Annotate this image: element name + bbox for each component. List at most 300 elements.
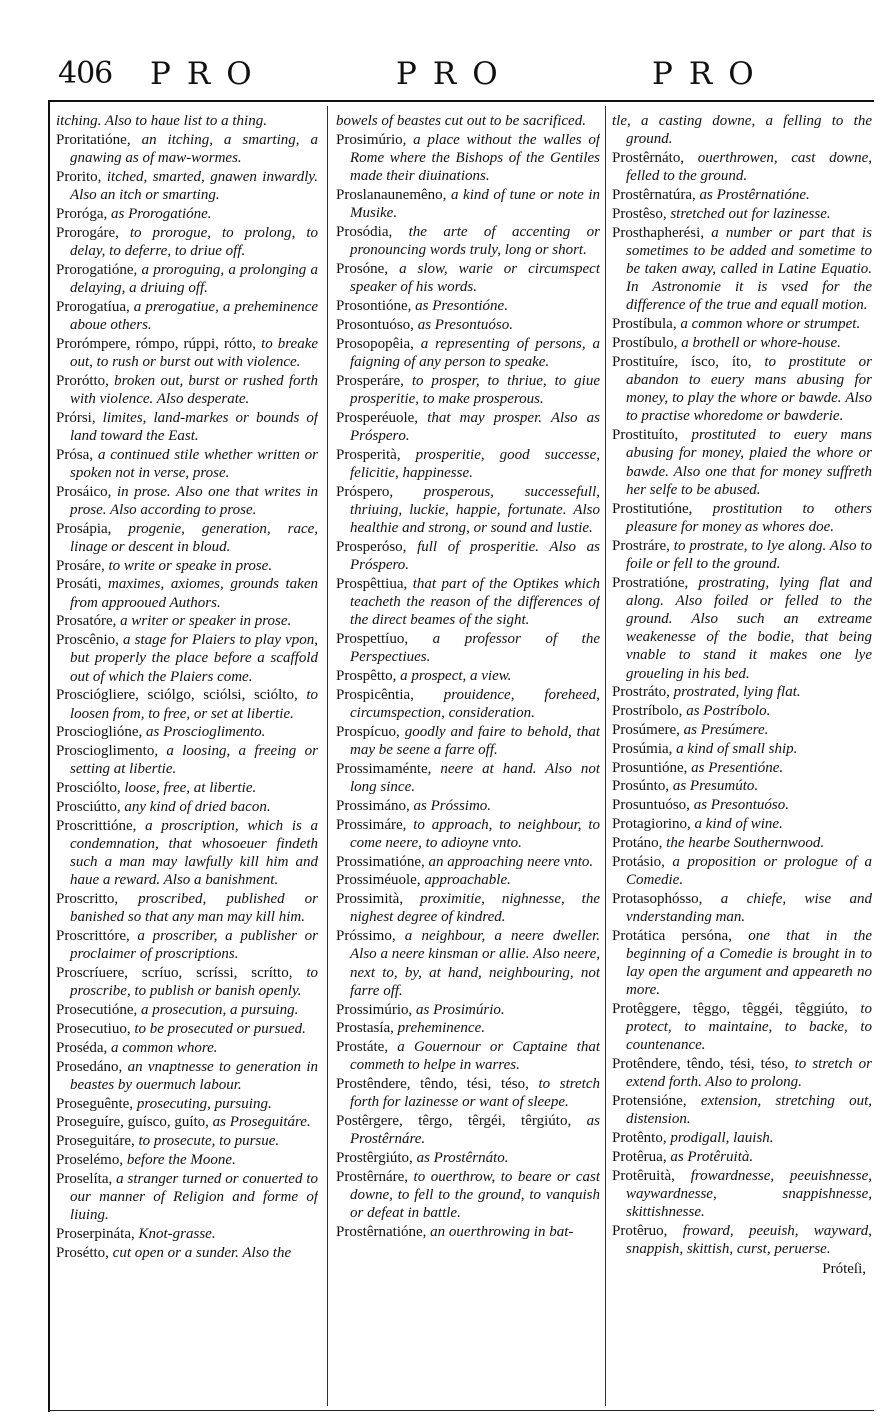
entry-headword: Protêruità, (612, 1167, 675, 1184)
entry-headword: Prosúmia, (612, 740, 673, 757)
dictionary-entry (612, 112, 872, 148)
dictionary-entry (336, 575, 600, 630)
entry-headword: Prospêtto, (336, 668, 397, 684)
entry-headword: Próssimo, (336, 928, 396, 945)
entry-definition: a common whore or strumpet. (680, 316, 861, 333)
entry-headword: Prosontióne, (336, 298, 412, 314)
dictionary-entry (336, 446, 600, 482)
column-2 (336, 112, 600, 1402)
entry-definition: a brothell or whore-house. (681, 335, 841, 351)
entry-definition: to protect, to maintaine, to backe, to countenance. (626, 1001, 872, 1054)
entry-definition: to breake out, to rush or burst out with violence. (70, 335, 318, 370)
entry-definition: ouerthrowen, cast downe, felled to the ground. (626, 150, 872, 185)
entry-definition: Knot-grasse. (138, 1225, 216, 1242)
entry-definition: as Prostêrnáre. (350, 1113, 600, 1148)
entry-definition: as Prorogatióne. (111, 205, 212, 222)
entry-definition: full of prosperitie. Also as Próspero. (350, 538, 600, 573)
footer-rule (48, 1410, 874, 1411)
dictionary-entry (612, 537, 872, 573)
entry-headword: Protensióne, (612, 1093, 687, 1110)
entry-definition: as Próssimo. (413, 797, 492, 814)
entry-headword: Prossimatióne, (336, 853, 425, 870)
entry-headword: Proscioglimento, (56, 743, 159, 760)
dictionary-entry (56, 483, 318, 519)
entry-headword: Prosciógliere, sciólgo, sciólsi, sciólto, (56, 687, 298, 704)
dictionary-entry (612, 815, 872, 833)
entry-definition: as Presentióne. (691, 759, 784, 776)
dictionary-entry (56, 557, 318, 575)
dictionary-entry (336, 667, 600, 685)
entry-headword: Prosáico, (56, 483, 112, 500)
column-1 (56, 112, 318, 1402)
dictionary-entry (336, 816, 600, 852)
entry-definition: that part of the Optikes which teacheth the reason of the differences of the direct beames of the sight. (350, 575, 600, 629)
entry-headword: Prosedáno, (56, 1058, 123, 1075)
dictionary-entry (56, 927, 318, 963)
entry-headword: Prossimáno, (336, 797, 410, 814)
dictionary-entry (612, 796, 872, 814)
entry-definition: prosperitie, good successe, felicitie, happinesse. (350, 446, 600, 481)
dictionary-entry (612, 740, 872, 758)
dictionary-entry (612, 853, 872, 889)
dictionary-entry (56, 1001, 318, 1019)
entry-definition: proscribed, published or banished so that any man may kill him. (70, 891, 318, 926)
entry-definition: an approaching neere vnto. (428, 853, 594, 870)
entry-headword: Prostituíre, ísco, íto, (612, 353, 752, 370)
entry-headword: Prosopopêia, (336, 335, 414, 352)
dictionary-entry (612, 683, 872, 701)
entry-definition: a number or part that is sometimes to be added and sometime to be taken away, called in Latine Equatio. In Astronomie it is vsed for the difference of the true and equall motion. (626, 224, 872, 314)
entry-headword: Proseguitáre, (56, 1133, 135, 1150)
entry-headword: Proscrittóre, (56, 928, 130, 945)
entry-headword: Proscríuere, scríuo, scríssi, scrítto, (56, 965, 293, 982)
dictionary-entry (336, 686, 600, 722)
entry-definition: itched, smarted, gnawen inwardly. Also an itch or smarting. (70, 168, 318, 203)
dictionary-entry (56, 742, 318, 778)
entry-headword: Prostituíto, (612, 427, 679, 444)
dictionary-entry (56, 575, 318, 611)
entry-headword: Protêggere, têggo, têggéi, têggiúto, (612, 1001, 849, 1017)
entry-headword: Protênto, (612, 1130, 667, 1147)
dictionary-entry (336, 1038, 600, 1074)
entry-definition: a place without the walles of Rome where the Bishops of the Gentiles made their diuinations. (350, 131, 600, 185)
entry-headword: Próspero, (336, 483, 394, 500)
entry-definition: itching. Also to haue list to a thing. (56, 113, 267, 129)
entry-definition: prouidence, foreheed, circumspection, consideration. (350, 686, 600, 721)
entry-headword: Prosperáre, (336, 372, 404, 389)
dictionary-entry (56, 1170, 318, 1225)
running-head-center: PRO (396, 56, 514, 92)
dictionary-entry (56, 890, 318, 926)
running-head-right: PRO (652, 56, 770, 92)
entry-headword: Prosuntióne, (612, 759, 688, 776)
dictionary-entry (336, 1112, 600, 1148)
entry-definition: a common whore. (111, 1039, 218, 1056)
dictionary-entry (612, 224, 872, 315)
dictionary-entry (56, 372, 318, 408)
dictionary-entry (612, 1092, 872, 1128)
dictionary-entry (336, 372, 600, 408)
dictionary-entry (336, 316, 600, 334)
entry-headword: Prossiméuole, (336, 872, 421, 889)
entry-definition: as Presumúto. (672, 778, 759, 795)
entry-definition: a prospect, a view. (400, 668, 512, 684)
dictionary-entry (612, 186, 872, 204)
dictionary-entry (612, 353, 872, 426)
entry-headword: Prospícuo, (336, 723, 400, 740)
entry-headword: Proscênio, (56, 632, 119, 649)
dictionary-entry (56, 409, 318, 445)
entry-headword: Prosétto, (56, 1244, 109, 1261)
entry-definition: as Prosimúrio. (416, 1001, 505, 1018)
entry-definition: to prostrate, to lye along. Also to foile or fell to the ground. (626, 537, 872, 572)
entry-definition: a writer or speaker in prose. (120, 613, 292, 630)
dictionary-entry (336, 1019, 600, 1037)
entry-headword: Prosperéuole, (336, 409, 419, 426)
entry-headword: Prossimaménte, (336, 760, 432, 777)
entry-headword: Prostasía, (336, 1020, 394, 1037)
entry-definition: loose, free, at libertie. (124, 780, 257, 797)
dictionary-entry (56, 224, 318, 260)
entry-definition: the arte of accenting or pronouncing words truly, long or short. (350, 224, 600, 259)
dictionary-entry (56, 723, 318, 741)
dictionary-entry (612, 890, 872, 926)
dictionary-entry (56, 817, 318, 890)
dictionary-entry (56, 112, 318, 130)
entry-headword: Proserpináta, (56, 1225, 135, 1242)
left-margin-rule (48, 100, 50, 1412)
entry-definition: extension, stretching out, distension. (626, 1093, 872, 1128)
entry-definition: a kind of tune or note in Musike. (350, 187, 600, 222)
entry-headword: Prostráre, (612, 537, 670, 554)
dictionary-entry (612, 1000, 872, 1055)
entry-headword: Prosimúrio, (336, 131, 407, 148)
entry-definition: to prosecute, to pursue. (138, 1133, 280, 1150)
entry-headword: Prosciólto, (56, 780, 121, 797)
entry-headword: Prostitutióne, (612, 500, 693, 517)
entry-definition: bowels of beastes cut out to be sacrificed. (336, 113, 586, 129)
entry-headword: Prosperità, (336, 446, 401, 463)
entry-definition: before the Moone. (126, 1151, 236, 1168)
entry-headword: Prostêrnáre, (336, 1168, 409, 1185)
dictionary-entry (56, 446, 318, 482)
dictionary-entry (612, 721, 872, 739)
entry-headword: Prostêso, (612, 205, 667, 222)
entry-headword: Prorómpere, rómpo, rúppi, rótto, (56, 335, 257, 352)
dictionary-entry (336, 538, 600, 574)
entry-definition: a continued stile whether written or spoken not in verse, prose. (70, 446, 318, 481)
entry-headword: Prossimúrio, (336, 1001, 413, 1018)
entry-definition: prostrating, lying flat and along. Also foiled or felled to the ground. Also such an extreame weakenesse of the bodie, that being vnable to stand it makes one lye groueling in his bed. (626, 574, 872, 682)
entry-definition: an vnaptnesse to generation in beastes by ouermuch labour. (70, 1058, 318, 1093)
dictionary-entry (56, 1132, 318, 1150)
entry-headword: Proritatióne, (56, 131, 131, 148)
entry-definition: maximes, axiomes, grounds taken from approoued Authors. (70, 576, 318, 611)
dictionary-entry (56, 631, 318, 686)
dictionary-entry (612, 834, 872, 852)
dictionary-entry (612, 315, 872, 333)
dictionary-entry (612, 1148, 872, 1166)
entry-definition: as Proscioglimento. (146, 724, 266, 741)
entry-headword: Prosecutióne, (56, 1002, 138, 1019)
entry-headword: Prostêrnáto, (612, 150, 685, 166)
entry-headword: Prospêttiua, (336, 575, 408, 592)
dictionary-entry (56, 1095, 318, 1113)
entry-headword: Protásio, (612, 853, 665, 870)
entry-headword: Proslanaunemêno, (336, 187, 447, 203)
entry-definition: in prose. Also one that writes in prose. Also according to prose. (70, 483, 318, 518)
entry-definition: a slow, warie or circumspect speaker of his words. (350, 261, 600, 296)
entry-definition: a professor of the Perspectiues. (350, 631, 600, 666)
dictionary-entry (612, 1167, 872, 1222)
entry-definition: prostituted to euery mans abusing for money, plaied the whore or bawde. Also one that for money suffreth her selfe to be abused. (626, 427, 872, 498)
entry-headword: Prostíbula, (612, 316, 677, 333)
entry-definition: that may prosper. Also as Prósperо. (350, 409, 600, 444)
dictionary-entry (612, 149, 872, 185)
dictionary-entry (336, 186, 600, 222)
entry-headword: Prosóne, (336, 261, 389, 277)
dictionary-entry (56, 686, 318, 722)
entry-definition: goodly and faire to behold, that may be seene a farre off. (350, 723, 600, 758)
dictionary-entry (612, 1222, 872, 1258)
entry-definition: any kind of dried bacon. (124, 798, 271, 815)
entry-definition: frowardnesse, peeuishnesse, waywardnesse, snappishnesse, skittishnesse. (626, 1167, 872, 1221)
entry-headword: Prosúmere, (612, 722, 680, 739)
dictionary-entry (336, 1223, 600, 1241)
dictionary-entry (612, 1055, 872, 1091)
dictionary-entry (336, 871, 600, 889)
entry-definition: prodigall, lauish. (670, 1130, 774, 1147)
dictionary-entry (56, 1113, 318, 1131)
entry-headword: Prosperóso, (336, 538, 407, 555)
dictionary-entry (56, 1151, 318, 1169)
entry-definition: froward, peeuish, wayward, snappish, skittish, curst, peruerse. (626, 1223, 872, 1258)
entry-headword: Protasophósso, (612, 890, 703, 907)
entry-headword: Protêruo, (612, 1223, 668, 1239)
dictionary-entry (612, 500, 872, 536)
catchword: Próteſi, (822, 1261, 866, 1278)
dictionary-entry (336, 890, 600, 926)
entry-definition: a stage for Plaiers to play vpon, but properly the place before a scaffold out of which the Plaiers come. (70, 632, 318, 685)
entry-headword: Prostêndere, têndo, tési, téso, (336, 1076, 529, 1093)
entry-headword: Prorito, (56, 168, 102, 185)
entry-definition: an ouerthrowing in bat- (430, 1224, 574, 1241)
dictionary-entry (56, 298, 318, 334)
entry-headword: Prorótto, (56, 372, 109, 389)
entry-headword: Prostríbolo, (612, 703, 683, 720)
entry-definition: to approach, to neighbour, to come neere, to adioyne vnto. (350, 816, 600, 851)
entry-definition: to stretch or extend forth. Also to prolong. (626, 1056, 872, 1091)
entry-definition: neere at hand. Also not long since. (350, 760, 600, 795)
dictionary-entry (336, 335, 600, 371)
entry-definition: to stretch forth for lazinesse or want of sleepe. (350, 1076, 600, 1111)
entry-definition: as Prostêrnatióne. (699, 187, 810, 203)
entry-headword: Proscritto, (56, 891, 119, 908)
dictionary-entry (336, 260, 600, 296)
dictionary-entry (612, 334, 872, 352)
entry-definition: to prosper, to thriue, to giue prosperitie, to make prosperous. (350, 372, 600, 407)
dictionary-entry (56, 205, 318, 223)
entry-definition: a prerogatiue, a preheminence aboue others. (70, 298, 318, 333)
entry-headword: Protêrua, (612, 1149, 667, 1165)
dictionary-entry (56, 779, 318, 797)
dictionary-entry (56, 1244, 318, 1262)
entry-headword: Prosecutiuo, (56, 1020, 131, 1037)
entry-headword: Prosódia, (336, 224, 393, 240)
entry-definition: a stranger turned or conuerted to our manner of Religion and forme of liuing. (70, 1170, 318, 1224)
entry-definition: proximitie, nighnesse, the nighest degree of kindred. (350, 891, 600, 926)
dictionary-entry (56, 1039, 318, 1057)
entry-definition: tle, a casting downe, a felling to the ground. (612, 113, 872, 148)
entry-definition: to be prosecuted or pursued. (134, 1020, 306, 1037)
entry-definition: as Protêruità. (670, 1149, 754, 1165)
entry-headword: Prostráto, (612, 684, 670, 701)
dictionary-entry (56, 1058, 318, 1094)
entry-headword: Prostáte, (336, 1039, 389, 1056)
dictionary-entry (336, 112, 600, 130)
dictionary-entry (336, 1001, 600, 1019)
entry-headword: Prórsi, (56, 409, 96, 426)
dictionary-entry (612, 759, 872, 777)
entry-headword: Prossimáre, (336, 816, 407, 833)
dictionary-entry (56, 131, 318, 167)
dictionary-entry (336, 760, 600, 796)
entry-definition: a representing of persons, a faigning of any person to speake. (350, 335, 600, 370)
entry-definition: prosperous, successefull, thriuing, luckie, happie, fortunate. Also healthie and strong, or sound and lustie. (350, 483, 600, 536)
dictionary-entry (336, 1149, 600, 1167)
dictionary-entry (336, 297, 600, 315)
column-divider (327, 106, 328, 1406)
entry-headword: Prospicêntia, (336, 686, 414, 703)
entry-headword: Prostêrnatúra, (612, 187, 696, 203)
entry-headword: Prosúnto, (612, 778, 670, 795)
entry-definition: as Presúmere. (683, 722, 769, 739)
entry-definition: to prostitute or abandon to euery mans abusing for money, to play the whore or bawde. Also to practise whoredome or bawderie. (626, 353, 872, 425)
entry-definition: limites, land-markes or bounds of land toward the East. (70, 409, 318, 444)
dictionary-entry (336, 630, 600, 666)
entry-headword: Protêndere, têndo, tési, téso, (612, 1056, 789, 1073)
dictionary-entry (336, 853, 600, 871)
entry-headword: Prosontuóso, (336, 316, 414, 333)
entry-headword: Prossimità, (336, 891, 404, 908)
entry-definition: stretched out for lazinesse. (670, 205, 831, 222)
entry-headword: Prosatóre, (56, 613, 117, 630)
dictionary-entry (612, 1129, 872, 1147)
entry-definition: a kind of small ship. (676, 740, 798, 757)
entry-definition: as Prostêrnáto. (416, 1150, 509, 1167)
running-head-left: PRO (150, 56, 268, 92)
entry-definition: as Presontióne. (415, 298, 508, 314)
entry-definition: the hearbe Southernwood. (666, 834, 825, 851)
dictionary-entry (612, 927, 872, 1000)
entry-definition: a Gouernour or Captaine that commeth to helpe in warres. (350, 1039, 600, 1074)
dictionary-entry (56, 1020, 318, 1038)
dictionary-entry (612, 777, 872, 795)
entry-definition: prostitution to others pleasure for money as whores doe. (626, 500, 872, 535)
entry-headword: Proselémo, (56, 1151, 124, 1168)
entry-definition: a chiefe, wise and vnderstanding man. (626, 890, 872, 925)
entry-headword: Postêrgere, têrgo, têrgéi, têrgiúto, (336, 1113, 572, 1130)
entry-definition: to ouerthrow, to beare or cast downe, to fell to the ground, to vanquish or defeat in battle. (350, 1168, 600, 1222)
column-3 (612, 112, 872, 1402)
entry-headword: Proselíta, (56, 1170, 113, 1187)
dictionary-entry (612, 205, 872, 223)
entry-definition: as Presontuóso. (693, 797, 789, 814)
dictionary-entry (56, 1225, 318, 1243)
entry-headword: Proscioglióne, (56, 724, 143, 741)
dictionary-entry (56, 520, 318, 556)
dictionary-entry (56, 261, 318, 297)
entry-definition: a proscriber, a publisher or proclaimer of proscriptions. (70, 928, 318, 963)
entry-headword: Prosthapherési, (612, 224, 705, 241)
page-number: 406 (58, 56, 113, 91)
dictionary-entry (56, 168, 318, 204)
entry-headword: Prorogatióne, (56, 261, 138, 278)
dictionary-entry (336, 1168, 600, 1223)
entry-definition: to write or speake in prose. (108, 557, 273, 574)
dictionary-entry (56, 612, 318, 630)
entry-definition: cut open or a sunder. Also the (112, 1244, 292, 1261)
entry-headword: Prostêrgiúto, (336, 1150, 413, 1167)
dictionary-entry (612, 574, 872, 683)
header-rule (48, 100, 874, 102)
entry-definition: as Proseguitáre. (212, 1114, 311, 1131)
dictionary-entry (336, 223, 600, 259)
entry-headword: Proseguênte, (56, 1095, 134, 1112)
entry-definition: to proscribe, to publish or banish openly. (70, 965, 318, 1000)
entry-headword: Protáno, (612, 834, 663, 851)
entry-definition: broken out, burst or rushed forth with violence. Also desperate. (70, 372, 318, 407)
dictionary-entry (56, 798, 318, 816)
column-divider (605, 106, 606, 1406)
entry-definition: a neighbour, a neere dweller. Also a neere kinsman or allie. Also neere, next to, by, at hand, neighbouring, not farre off. (350, 928, 600, 999)
entry-headword: Prorogáre, (56, 224, 119, 241)
entry-definition: a proposition or prologue of a Comedie. (626, 853, 872, 888)
entry-headword: Prósa, (56, 446, 94, 463)
entry-definition: a prosecution, a pursuing. (140, 1002, 299, 1019)
entry-definition: as Presontuóso. (417, 316, 513, 333)
dictionary-entry (56, 335, 318, 371)
entry-headword: Protática persóna, (612, 927, 732, 944)
entry-definition: progenie, generation, race, linage or descent in bloud. (70, 520, 318, 555)
entry-definition: a kind of wine. (694, 816, 783, 832)
dictionary-entry (612, 426, 872, 499)
entry-headword: Prosápia, (56, 520, 112, 537)
entry-headword: Proseguíre, guísco, guíto, (56, 1114, 209, 1131)
entry-definition: a loosing, a freeing or setting at libertie. (70, 743, 318, 778)
dictionary-entry (336, 797, 600, 815)
entry-definition: prosecuting, pursuing. (136, 1095, 272, 1112)
entry-headword: Proscrittióne, (56, 817, 137, 834)
entry-headword: Prosciútto, (56, 798, 121, 815)
entry-definition: preheminence. (397, 1020, 485, 1037)
entry-definition: prostrated, lying flat. (673, 684, 801, 701)
dictionary-entry (336, 1075, 600, 1111)
entry-definition: a proscription, which is a condemnation, that whosoeuer findeth such a man may lawfully kill him and haue a reward. Also a banishment. (70, 817, 318, 889)
entry-definition: as Postríbolo. (686, 703, 771, 720)
entry-definition: to prorogue, to prolong, to delay, to deferre, to driue off. (70, 224, 318, 259)
entry-definition: approachable. (424, 872, 511, 889)
entry-headword: Protagiorino, (612, 816, 691, 832)
entry-definition: an itching, a smarting, a gnawing as of maw-wormes. (70, 131, 318, 166)
entry-definition: to loosen from, to free, or set at libertie. (70, 687, 318, 722)
dictionary-entry (336, 409, 600, 445)
dictionary-entry (336, 723, 600, 759)
entry-headword: Prospettíuo, (336, 631, 409, 647)
dictionary-entry (336, 131, 600, 186)
entry-definition: a proroguing, a prolonging a delaying, a driuing off. (70, 261, 318, 296)
entry-headword: Proséda, (56, 1039, 108, 1056)
